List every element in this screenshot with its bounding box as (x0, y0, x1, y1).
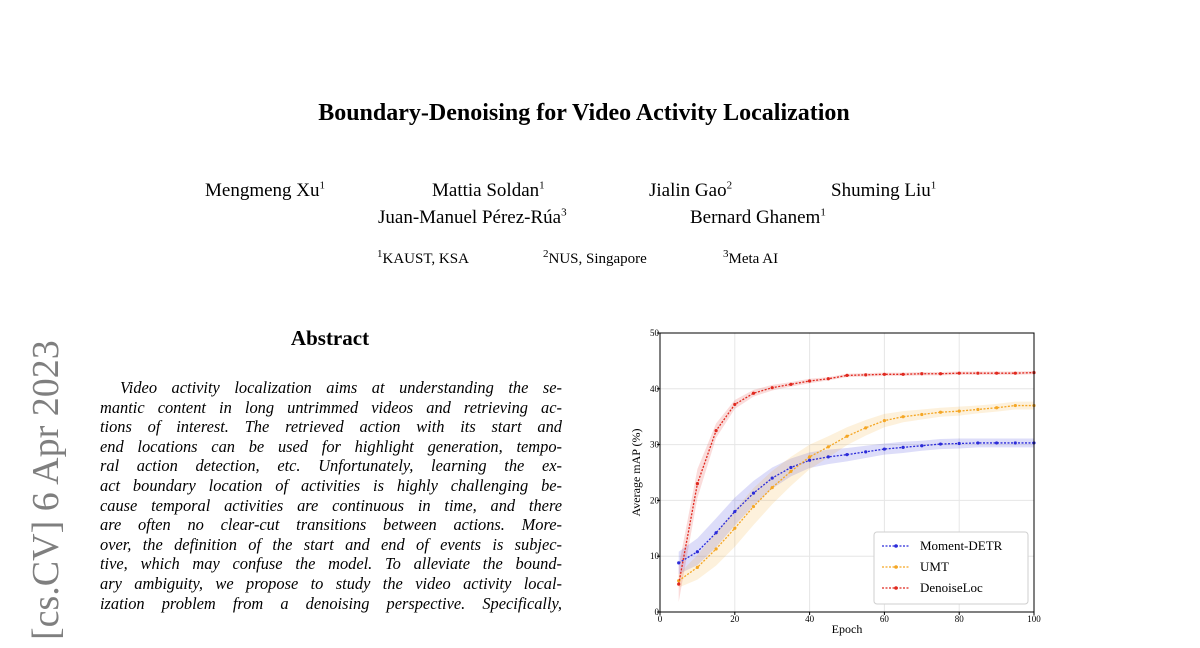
author-name: Jialin Gao (649, 180, 727, 201)
legend-marker (894, 565, 898, 569)
data-point (995, 372, 998, 375)
y-tick-label: 10 (650, 551, 659, 562)
x-tick-label: 60 (879, 614, 889, 624)
author-name: Mattia Soldan (432, 180, 540, 201)
abstract-line: ization problem from a denoising perspective. Specifically, (100, 593, 562, 613)
data-point (752, 392, 755, 395)
affiliation-name: KAUST, KSA (382, 251, 469, 267)
data-point (752, 505, 755, 508)
legend-marker (894, 544, 898, 548)
data-point (733, 403, 736, 406)
author-affiliation-mark: 2 (726, 179, 733, 192)
data-point (789, 383, 792, 386)
abstract-line: end locations can be used for highlight generation, tempo- (100, 436, 562, 456)
data-point (902, 415, 905, 418)
affiliation-number: 2 (543, 248, 549, 260)
abstract-line: cause temporal activities are continuous in time, and there (100, 495, 562, 515)
data-point (715, 429, 718, 432)
data-point (789, 466, 792, 469)
y-axis-label: Average mAP (%) (629, 428, 643, 517)
arxiv-stamp: [cs.CV] 6 Apr 2023 (25, 340, 67, 640)
data-point (958, 410, 961, 413)
data-point (864, 450, 867, 453)
author-4 (831, 180, 936, 202)
data-point (827, 445, 830, 448)
abstract-line: Video activity localization aims at understanding the se- (120, 378, 562, 397)
y-tick-label: 30 (650, 439, 659, 450)
affiliation-name: NUS, Singapore (548, 251, 647, 267)
data-point (845, 435, 848, 438)
y-tick-label: 50 (650, 328, 659, 338)
data-point (920, 413, 923, 416)
data-point (733, 527, 736, 530)
author-name: Bernard Ghanem (690, 207, 821, 228)
x-tick-label: 40 (805, 614, 815, 624)
author-2 (432, 180, 545, 202)
affiliation-2 (543, 248, 647, 268)
data-point (808, 455, 811, 458)
data-point (771, 386, 774, 389)
author-affiliation-mark: 1 (930, 179, 937, 192)
data-point (939, 442, 942, 445)
data-point (883, 419, 886, 422)
data-point (677, 583, 680, 586)
paper-title: Boundary-Denoising for Video Activity Localization (318, 100, 850, 126)
y-tick-label: 40 (650, 383, 659, 394)
data-point (995, 406, 998, 409)
author-3 (649, 180, 732, 202)
data-point (771, 476, 774, 479)
author-affiliation-mark: 1 (319, 179, 326, 192)
data-point (939, 372, 942, 375)
author-affiliation-mark: 1 (539, 179, 545, 192)
data-point (827, 377, 830, 380)
abstract-heading: Abstract (290, 326, 370, 350)
legend-label: DenoiseLoc (920, 580, 983, 595)
x-tick-label: 100 (1027, 614, 1041, 624)
data-point (827, 455, 830, 458)
data-point (808, 379, 811, 382)
affiliation-number: 3 (723, 248, 729, 260)
affiliation-number: 1 (377, 248, 383, 260)
data-point (677, 561, 680, 564)
data-point (976, 408, 979, 411)
data-point (920, 372, 923, 375)
affiliation-name: Meta AI (728, 251, 779, 267)
epoch-map-chart (620, 320, 1050, 648)
data-point (995, 441, 998, 444)
abstract-line: ral action detection, etc. Unfortunately, learning the ex- (100, 456, 562, 476)
abstract-line: tions of interest. The retrieved action with its start and (100, 417, 562, 437)
author-6 (690, 207, 826, 229)
abstract-line: act boundary location of activities is highly challenging be- (100, 475, 562, 495)
author-1 (205, 180, 325, 202)
abstract-line: over, the definition of the start and end of events is subjec- (100, 534, 562, 554)
abstract-body (100, 378, 562, 613)
data-point (1014, 372, 1017, 375)
data-point (976, 372, 979, 375)
data-point (902, 446, 905, 449)
legend-marker (894, 586, 898, 590)
author-5 (378, 207, 567, 229)
y-tick-label: 0 (654, 607, 659, 617)
author-affiliation-mark: 1 (820, 206, 826, 219)
data-point (864, 426, 867, 429)
author-name: Juan-Manuel Pérez-Rúa (378, 207, 562, 228)
data-point (864, 373, 867, 376)
data-point (752, 492, 755, 495)
data-point (696, 566, 699, 569)
data-point (1014, 441, 1017, 444)
data-point (1014, 404, 1017, 407)
data-point (958, 372, 961, 375)
data-point (715, 531, 718, 534)
y-tick-label: 20 (650, 495, 659, 506)
data-point (733, 510, 736, 513)
data-point (883, 373, 886, 376)
abstract-line: tive, which may confuse the model. To alleviate the bound- (100, 554, 562, 574)
data-point (976, 441, 979, 444)
author-affiliation-mark: 3 (561, 206, 567, 219)
author-name: Mengmeng Xu (205, 180, 320, 201)
x-tick-label: 80 (954, 614, 964, 624)
abstract-line: are often no clear-cut transitions between actions. More- (100, 515, 562, 535)
data-point (715, 547, 718, 550)
abstract-line: ary ambiguity, we propose to study the video activity local- (100, 573, 562, 593)
abstract-line: mantic content in long untrimmed videos and retrieving ac- (100, 397, 562, 417)
affiliation-1 (377, 248, 469, 268)
legend-label: UMT (920, 559, 949, 574)
data-point (808, 459, 811, 462)
data-point (789, 470, 792, 473)
data-point (920, 444, 923, 447)
data-point (939, 411, 942, 414)
x-tick-label: 0 (657, 614, 663, 624)
x-tick-label: 20 (730, 614, 740, 624)
data-point (696, 550, 699, 553)
data-point (902, 373, 905, 376)
data-point (883, 447, 886, 450)
data-point (958, 442, 961, 445)
data-point (845, 453, 848, 456)
data-point (845, 374, 848, 377)
x-axis-label: Epoch (831, 622, 863, 636)
legend-label: Moment-DETR (920, 538, 1003, 553)
data-point (696, 482, 699, 485)
affiliation-3 (723, 248, 779, 268)
data-point (771, 486, 774, 489)
author-name: Shuming Liu (831, 180, 931, 201)
